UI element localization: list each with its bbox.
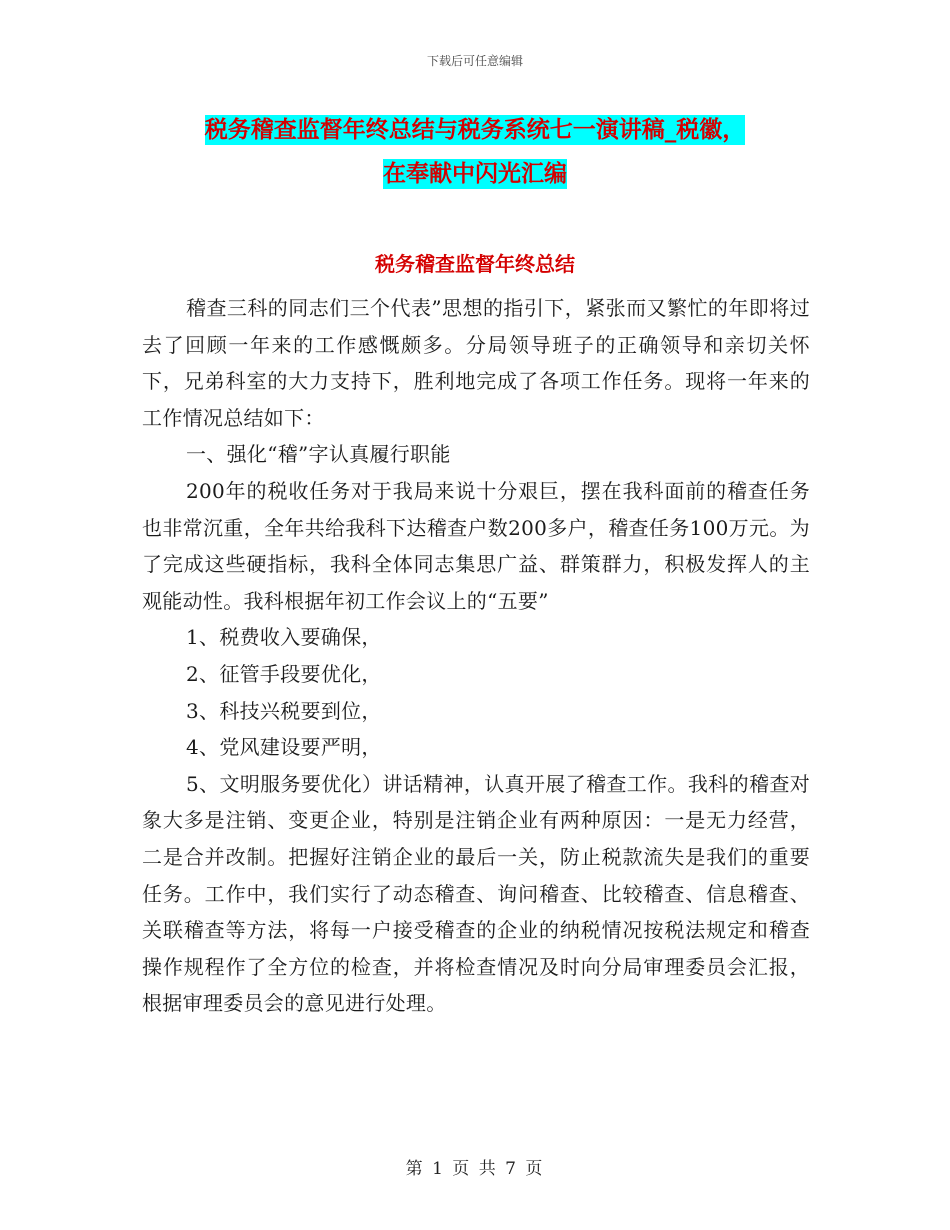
list-item: 1、税费收入要确保， (186, 625, 382, 650)
document-title (0, 108, 950, 196)
paragraph: 200年的税收任务对于我局来说十分艰巨，摆在我科面前的稽查任务也非常沉重，全年共给我科下达稽查户数200多户，稽查任务100万元。为了完成这些硬指标，我科全体同志集思广益、群策群力，积极发挥人的主观能动性。我科根据年初工作会议上的“五要” (142, 478, 810, 613)
title-line-2: 在奉献中闪光汇编 (383, 161, 567, 187)
list-item: 4、党风建设要严明， (186, 735, 382, 760)
paragraph: 一、强化“稽”字认真履行职能 (186, 442, 451, 467)
paragraph: 稽查三科的同志们三个代表”思想的指引下，紧张而又繁忙的年即将过去了回顾一年来的工作感慨颇多。分局领导班子的正确领导和亲切关怀下，兄弟科室的大力支持下，胜利地完成了各项工作任务。现将一年来的工作情况总结如下： (142, 296, 810, 430)
section-title: 税务稽查监督年终总结 (375, 252, 575, 276)
page-footer: 第 1 页 共 7 页 (405, 1159, 545, 1179)
document-body (142, 290, 810, 1022)
list-item: 2、征管手段要优化， (186, 661, 382, 686)
list-item: 3、科技兴税要到位， (186, 698, 382, 723)
header-note: 下载后可任意编辑 (426, 54, 523, 68)
title-line-1: 税务稽查监督年终总结与税务系统七一演讲稿_税徽， (204, 117, 746, 143)
paragraph: 5、文明服务要优化）讲话精神，认真开展了稽查工作。我科的稽查对象大多是注销、变更企业，特别是注销企业有两种原因：一是无力经营，二是合并改制。把握好注销企业的最后一关，防止税款流失是我们的重要任务。工作中，我们实行了动态稽查、询问稽查、比较稽查、信息稽查、关联稽查等方法，将每一户接受稽查的企业的纳税情况按税法规定和稽查操作规程作了全方位的检查，并将检查情况及时向分局审理委员会汇报，根据审理委员会的意见进行处理。 (142, 771, 810, 1016)
